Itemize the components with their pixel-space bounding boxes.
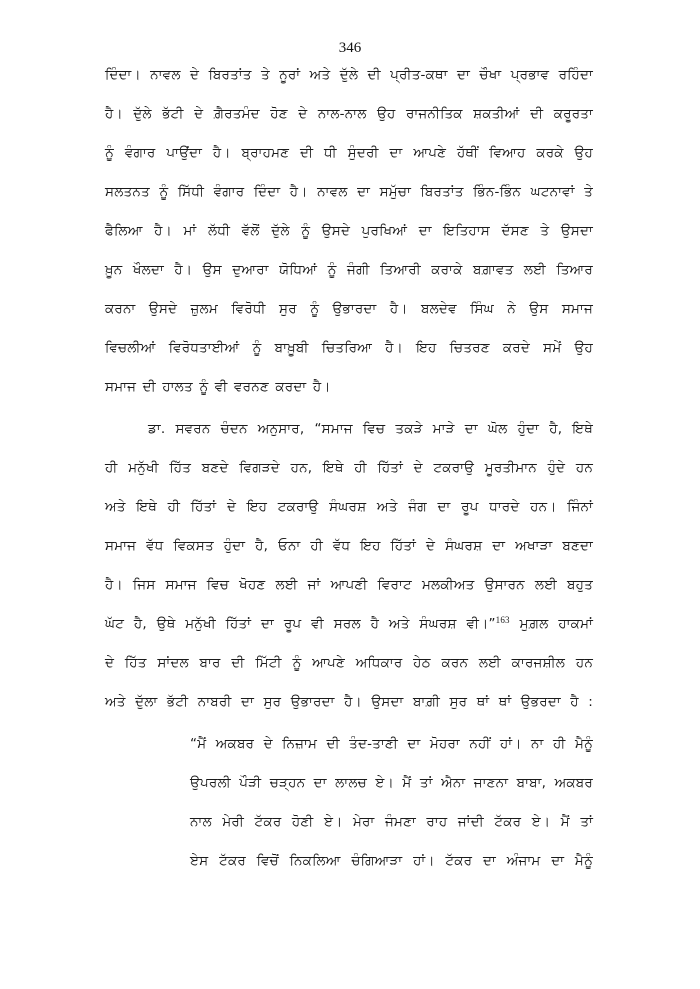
quote-line: ਉਪਰਲੀ ਪੌੜੀ ਚੜ੍ਹਨ ਦਾ ਲਾਲਚ ਏ। ਮੈਂ ਤਾਂ ਐਨਾ ਜਾਣਨਾ ਬਾਬਾ, ਅਕਬਰ: [190, 775, 593, 791]
text-line: ਸਮਾਜ ਵੱਧ ਵਿਕਸਤ ਹੁੰਦਾ ਹੈ, ਓਨਾ ਹੀ ਵੱਧ ਇਹ ਹਿੱਤਾਂ ਦੇ ਸੰਘਰਸ਼ ਦਾ ਅਖਾੜਾ ਬਣਦਾ: [105, 538, 593, 554]
text-line: ਨੂੰ ਵੰਗਾਰ ਪਾਉਂਦਾ ਹੈ। ਬ੍ਰਾਹਮਣ ਦੀ ਧੀ ਸੁੰਦਰੀ ਦਾ ਆਪਣੇ ਹੱਥੀਂ ਵਿਆਹ ਕਰਕੇ ਉਹ: [105, 145, 593, 161]
quote-end-text: ਘੱਟ ਹੈ, ਉਥੇ ਮਨੁੱਖੀ ਹਿੱਤਾਂ ਦਾ ਰੂਪ ਵੀ ਸਰਲ ਹੈ ਅਤੇ ਸੰਘਰਸ਼ ਵੀ।”: [105, 616, 496, 632]
page-number: 346: [338, 40, 362, 56]
quote-line: “ਮੈਂ ਅਕਬਰ ਦੇ ਨਿਜ਼ਾਮ ਦੀ ਤੰਦ-ਤਾਣੀ ਦਾ ਮੋਹਰਾ ਨਹੀਂ ਹਾਂ। ਨਾ ਹੀ ਮੈਨੂੰ: [190, 736, 593, 752]
text-line: ਦੇ ਹਿੱਤ ਸਾਂਦਲ ਬਾਰ ਦੀ ਮਿੱਟੀ ਨੂੰ ਆਪਣੇ ਅਧਿਕਾਰ ਹੇਠ ਕਰਨ ਲਈ ਕਾਰਜਸ਼ੀਲ ਹਨ: [105, 655, 593, 671]
text-line: ਅਤੇ ਦੁੱਲਾ ਭੱਟੀ ਨਾਬਰੀ ਦਾ ਸੁਰ ਉਭਾਰਦਾ ਹੈ। ਉਸਦਾ ਬਾਗ਼ੀ ਸੁਰ ਥਾਂ ਥਾਂ ਉਭਰਦਾ ਹੈ :: [105, 694, 593, 710]
text-line: ਕਰਨਾ ਉਸਦੇ ਜ਼ੁਲਮ ਵਿਰੋਧੀ ਸੁਰ ਨੂੰ ਉਭਾਰਦਾ ਹੈ। ਬਲਦੇਵ ਸਿੰਘ ਨੇ ਉਸ ਸਮਾਜ: [105, 301, 593, 317]
text-line: ਸਮਾਜ ਦੀ ਹਾਲਤ ਨੂੰ ਵੀ ਵਰਨਣ ਕਰਦਾ ਹੈ।: [105, 379, 331, 395]
text-line: ਹੀ ਮਨੁੱਖੀ ਹਿੱਤ ਬਣਦੇ ਵਿਗੜਦੇ ਹਨ, ਇਥੇ ਹੀ ਹਿੱਤਾਂ ਦੇ ਟਕਰਾਉ ਮੂਰਤੀਮਾਨ ਹੁੰਦੇ ਹਨ: [105, 460, 593, 476]
text-line: ਅਤੇ ਇਥੇ ਹੀ ਹਿੱਤਾਂ ਦੇ ਇਹ ਟਕਰਾਉ ਸੰਘਰਸ਼ ਅਤੇ ਜੰਗ ਦਾ ਰੂਪ ਧਾਰਦੇ ਹਨ। ਜਿੰਨਾਂ: [105, 499, 593, 515]
text-line: ਦਿੰਦਾ। ਨਾਵਲ ਦੇ ਬਿਰਤਾਂਤ ਤੇ ਨੂਰਾਂ ਅਤੇ ਦੁੱਲੇ ਦੀ ਪ੍ਰੀਤ-ਕਥਾ ਦਾ ਚੌਖਾ ਪ੍ਰਭਾਵ ਰਹਿੰਦਾ: [105, 67, 593, 83]
text-segment: ਮੁਗ਼ਲ ਹਾਕਮਾਂ: [509, 616, 593, 632]
text-line: [105, 611, 593, 637]
text-line: ਫੈਲਿਆ ਹੈ। ਮਾਂ ਲੱਧੀ ਵੱਲੋਂ ਦੁੱਲੇ ਨੂੰ ਉਸਦੇ ਪੁਰਖਿਆਂ ਦਾ ਇਤਿਹਾਸ ਦੱਸਣ ਤੇ ਉਸਦਾ: [105, 223, 593, 239]
text-line: ਡਾ. ਸਵਰਨ ਚੰਦਨ ਅਨੁਸਾਰ, “ਸਮਾਜ ਵਿਚ ਤਕੜੇ ਮਾੜੇ ਦਾ ਘੋਲ ਹੁੰਦਾ ਹੈ, ਇਥੇ: [148, 421, 593, 437]
text-line: ਵਿਚਲੀਆਂ ਵਿਰੋਧਤਾਈਆਂ ਨੂੰ ਬਾਖ਼ੂਬੀ ਚਿਤਰਿਆ ਹੈ। ਇਹ ਚਿਤਰਣ ਕਰਦੇ ਸਮੇਂ ਉਹ: [105, 340, 593, 356]
quote-line: ਨਾਲ ਮੇਰੀ ਟੱਕਰ ਹੋਣੀ ਏ। ਮੇਰਾ ਜੰਮਣਾ ਰਾਹ ਜਾਂਦੀ ਟੱਕਰ ਏ। ਮੈਂ ਤਾਂ: [190, 814, 593, 830]
text-line: ਸਲਤਨਤ ਨੂੰ ਸਿੱਧੀ ਵੰਗਾਰ ਦਿੰਦਾ ਹੈ। ਨਾਵਲ ਦਾ ਸਮੁੱਚਾ ਬਿਰਤਾਂਤ ਭਿੰਨ-ਭਿੰਨ ਘਟਨਾਵਾਂ ਤੇ: [105, 184, 593, 200]
quote-line: ਏਸ ਟੱਕਰ ਵਿਚੋਂ ਨਿਕਲਿਆ ਚੰਗਿਆੜਾ ਹਾਂ। ਟੱਕਰ ਦਾ ਅੰਜਾਮ ਦਾ ਮੈਨੂੰ: [190, 853, 593, 869]
text-line: ਹੈ। ਦੁੱਲੇ ਭੱਟੀ ਦੇ ਗ਼ੈਰਤਮੰਦ ਹੋਣ ਦੇ ਨਾਲ-ਨਾਲ ਉਹ ਰਾਜਨੀਤਿਕ ਸ਼ਕਤੀਆਂ ਦੀ ਕਰੂਰਤਾ: [105, 106, 593, 122]
text-line: ਖ਼ੂਨ ਖੌਲਦਾ ਹੈ। ਉਸ ਦੁਆਰਾ ਯੋਧਿਆਂ ਨੂੰ ਜੰਗੀ ਤਿਆਰੀ ਕਰਾਕੇ ਬਗ਼ਾਵਤ ਲਈ ਤਿਆਰ: [105, 262, 593, 278]
text-line: ਹੈ। ਜਿਸ ਸਮਾਜ ਵਿਚ ਖੋਹਣ ਲਈ ਜਾਂ ਆਪਣੀ ਵਿਰਾਟ ਮਲਕੀਅਤ ਉਸਾਰਨ ਲਈ ਬਹੁਤ: [105, 577, 593, 593]
footnote-reference[interactable]: 163: [495, 615, 510, 625]
